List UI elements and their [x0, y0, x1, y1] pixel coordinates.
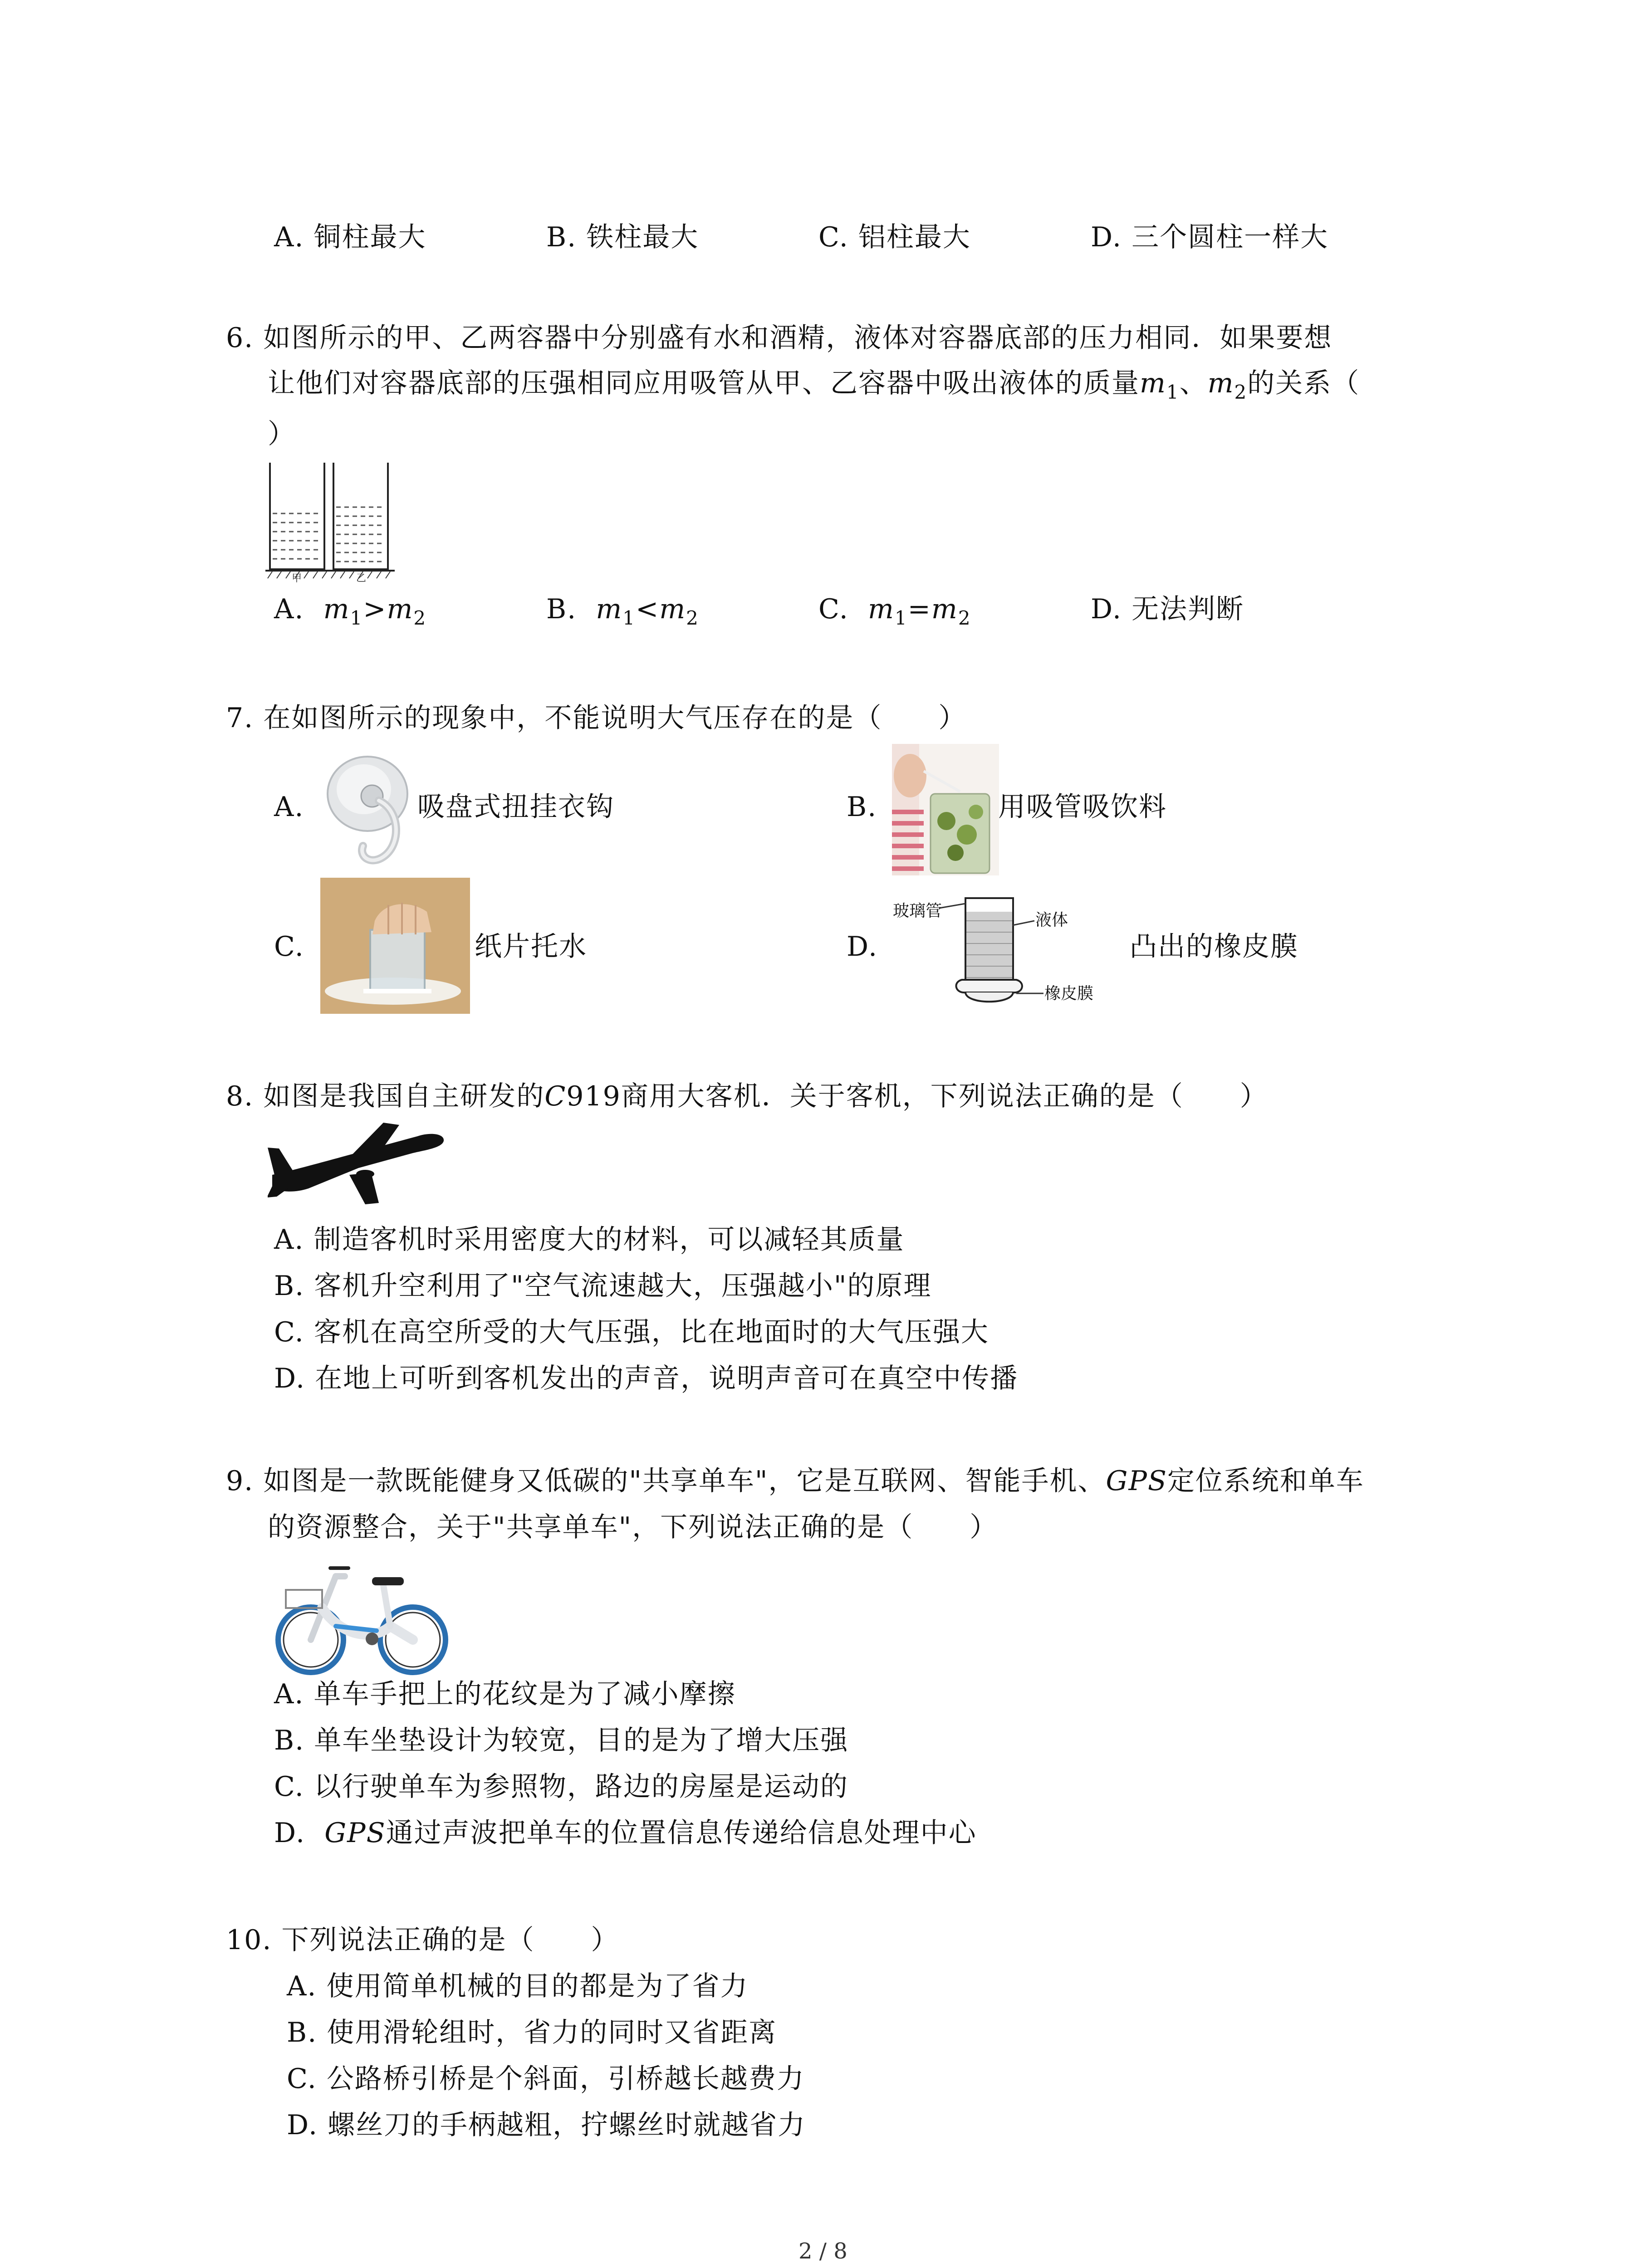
q6-stem-line3: ） — [268, 418, 296, 450]
q9-option-c: C. 以行驶单车为参照物，路边的房屋是运动的 — [274, 1771, 848, 1803]
q5-option-b: B. 铁柱最大 — [546, 221, 699, 253]
q9-option-d: D. GPS通过声波把单车的位置信息传递给信息处理中心 — [274, 1817, 977, 1849]
q6-stem-line1: 6. 如图所示的甲、乙两容器中分别盛有水和酒精，液体对容器底部的压力相同．如果要想 — [226, 322, 1332, 354]
glass-tube-label: 玻璃管 — [893, 902, 942, 920]
q7-option-a-text: 吸盘式扭挂衣钩 — [417, 791, 614, 823]
q6-option-a: A. $m_1>m_2$ — [274, 593, 427, 629]
paper-holds-water-image — [320, 878, 470, 1014]
shared-bike-image — [268, 1558, 458, 1676]
membrane-label: 橡皮膜 — [1044, 984, 1094, 1003]
q7-option-b-label: B. — [847, 791, 877, 823]
q8-option-c: C. 客机在高空所受的大气压强，比在地面时的大气压强大 — [274, 1316, 989, 1348]
airplane-image — [268, 1120, 449, 1207]
q10-stem: 10. 下列说法正确的是（ ） — [226, 1924, 619, 1956]
q9-option-a: A. 单车手把上的花纹是为了减小摩擦 — [274, 1678, 736, 1710]
liquid-label: 液体 — [1035, 911, 1068, 929]
q6-option-b: B. $m_1<m_2$ — [546, 593, 699, 629]
q8-option-a: A. 制造客机时采用密度大的材料，可以减轻其质量 — [274, 1224, 905, 1256]
q7-option-c-label: C. — [274, 931, 304, 963]
q5-option-a: A. 铜柱最大 — [274, 221, 426, 253]
drinking-straw-image — [892, 744, 999, 875]
q8-option-b: B. 客机升空利用了"空气流速越大，压强越小"的原理 — [274, 1270, 932, 1302]
q5-option-c: C. 铝柱最大 — [818, 221, 971, 253]
q6-stem-line2: 让他们对容器底部的压强相同应用吸管从甲、乙容器中吸出液体的质量$m_1$、$m_2$的关系（ — [268, 367, 1360, 403]
q9-option-b: B. 单车坐垫设计为较宽，目的是为了增大压强 — [274, 1725, 849, 1756]
q7-option-d-text: 凸出的橡皮膜 — [1130, 931, 1298, 963]
q10-option-a: A. 使用简单机械的目的都是为了省力 — [287, 1970, 749, 2002]
q5-option-d: D. 三个圆柱一样大 — [1091, 221, 1329, 253]
q10-option-c: C. 公路桥引桥是个斜面，引桥越长越费力 — [287, 2063, 805, 2095]
q8-option-d: D. 在地上可听到客机发出的声音，说明声音可在真空中传播 — [274, 1363, 1019, 1394]
q7-option-c-text: 纸片托水 — [475, 931, 587, 963]
q10-option-d: D. 螺丝刀的手柄越粗，拧螺丝时就越省力 — [287, 2109, 806, 2141]
q7-option-b-text: 用吸管吸饮料 — [998, 791, 1167, 823]
q7-stem: 7. 在如图所示的现象中，不能说明大气压存在的是（ ） — [226, 702, 967, 734]
suction-hook-image — [322, 751, 417, 871]
q6-fig-label-right: 乙 — [356, 573, 367, 583]
q6-option-c: C. $m_1=m_2$ — [818, 593, 971, 629]
q7-option-d-label: D. — [847, 931, 878, 963]
q9-stem-line1: 9. 如图是一款既能健身又低碳的"共享单车"，它是互联网、智能手机、GPS定位系统和单车 — [226, 1465, 1364, 1497]
q8-stem: 8. 如图是我国自主研发的C919商用大客机．关于客机，下列说法正确的是（ ） — [226, 1080, 1268, 1112]
page-number: 2 / 8 — [798, 2239, 847, 2264]
q6-option-d: D. 无法判断 — [1091, 593, 1244, 625]
rubber-membrane-figure — [889, 889, 1125, 1007]
q6-fig-label-left: 甲 — [292, 573, 302, 583]
q7-option-a-label: A. — [274, 791, 304, 823]
q6-containers-figure — [265, 463, 397, 583]
q9-stem-line2: 的资源整合，关于"共享单车"，下列说法正确的是（ ） — [268, 1511, 998, 1543]
q10-option-b: B. 使用滑轮组时，省力的同时又省距离 — [287, 2017, 777, 2048]
